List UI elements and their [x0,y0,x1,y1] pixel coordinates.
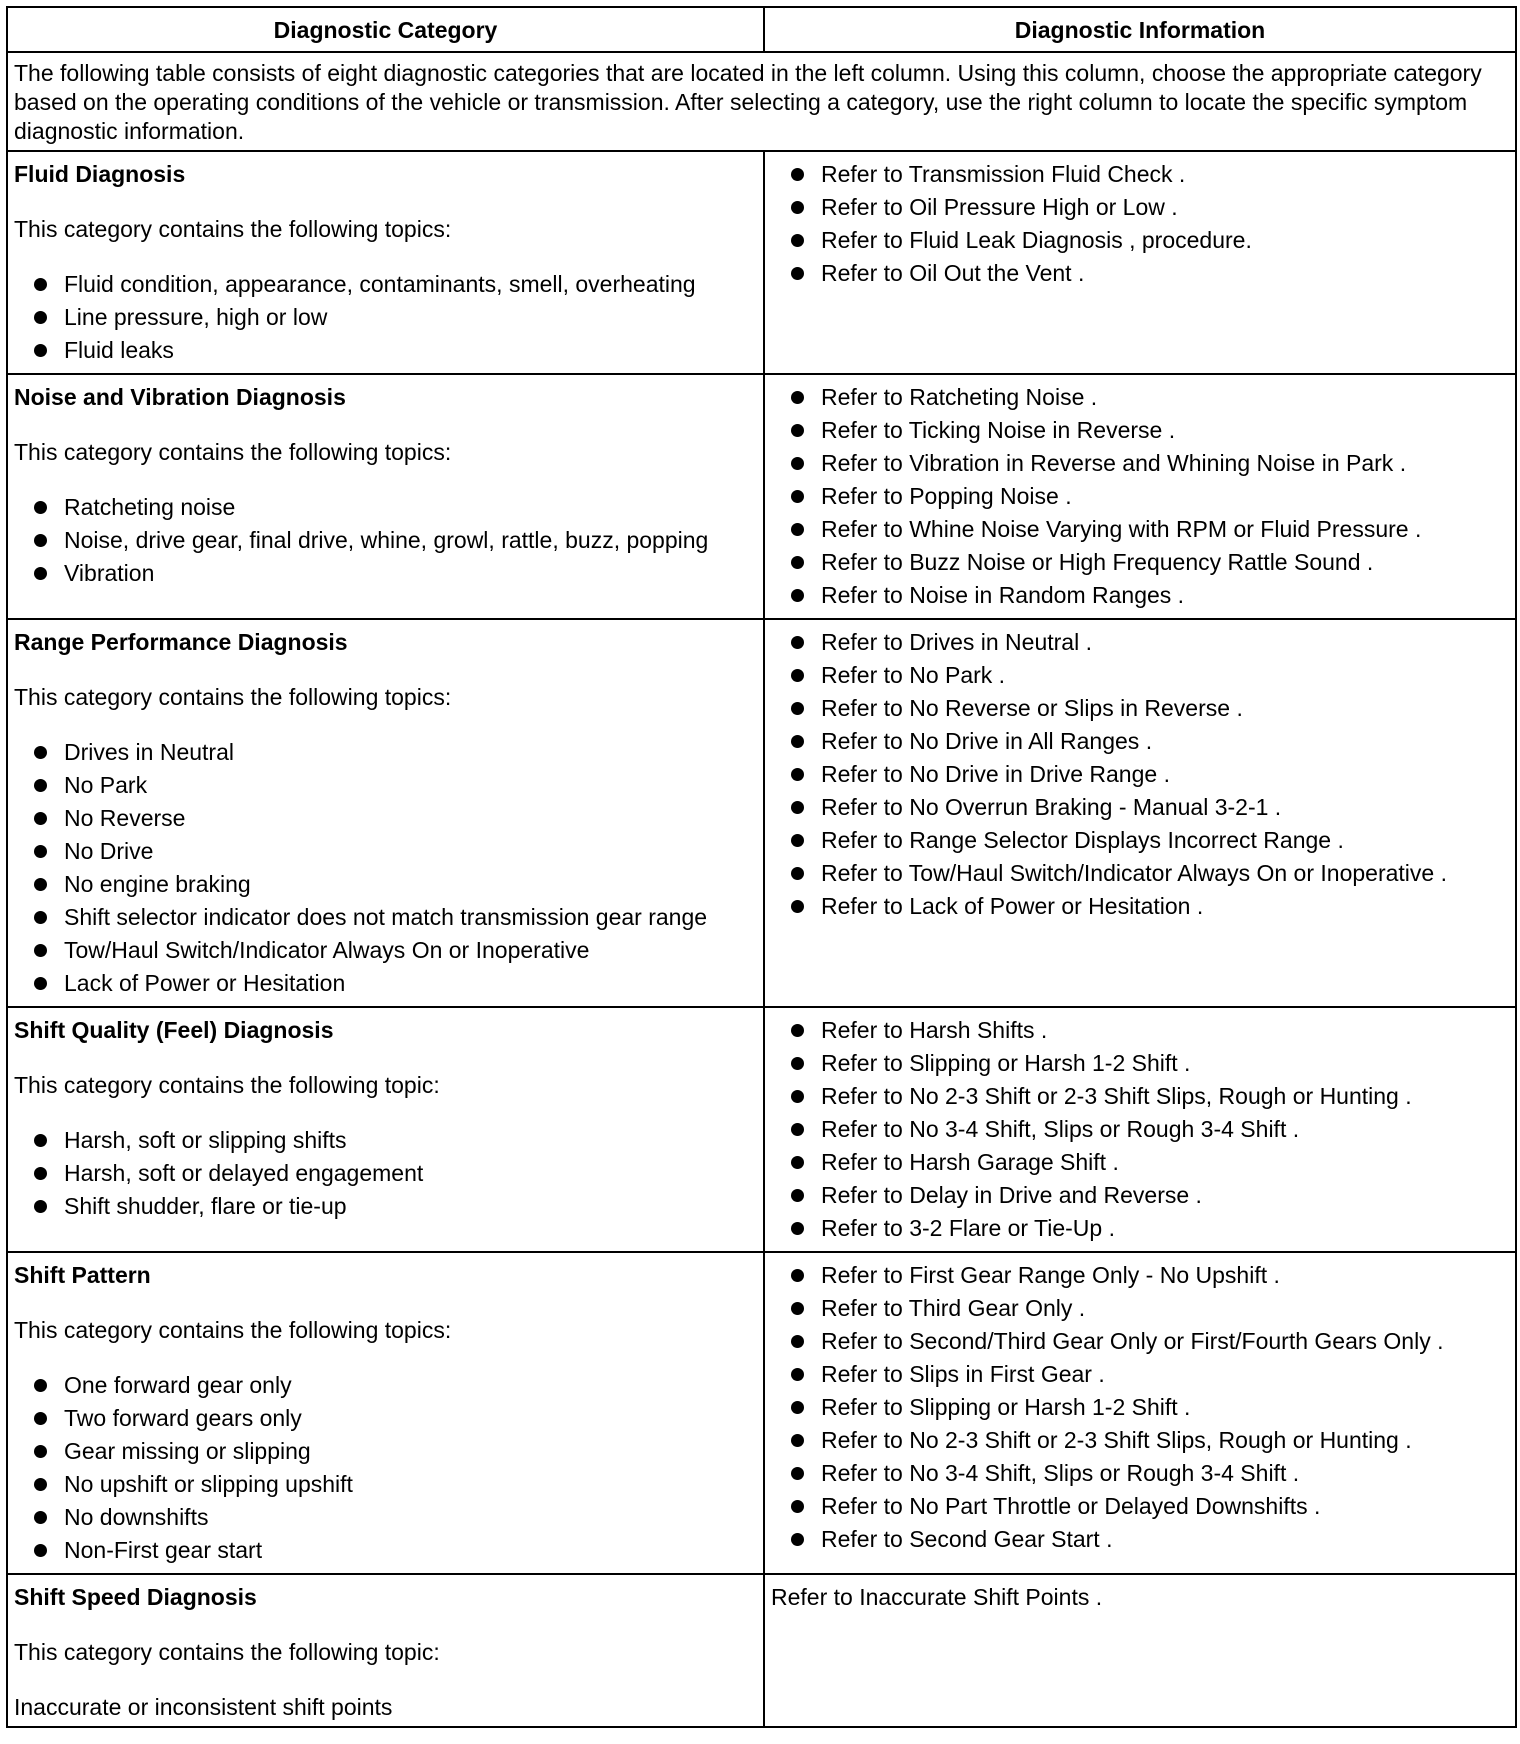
bullet-icon [791,1533,804,1546]
information-cell [764,1007,1516,1252]
bullet-icon [34,1167,47,1180]
bullet-icon [791,556,804,569]
topic-text: No Reverse [64,805,186,831]
reference-link[interactable]: Refer to Drives in Neutral . [821,629,1092,655]
bullet-icon [791,201,804,214]
topic-text: Two forward gears only [64,1405,302,1431]
category-cell [7,374,764,619]
bullet-icon [791,1090,804,1103]
topic-text: One forward gear only [64,1372,292,1398]
header-diagnostic-information: Diagnostic Information [764,7,1516,52]
topic-item [14,837,757,866]
intro-text: The following table consists of eight diagnostic categories that are located in the left column. Using this column, choose the appropriate category based on the operating conditions of the vehicle or transmission. After selecting a category, use the right column to locate the specific symptom diagnostic information. [7,52,1516,151]
topic-item [14,1536,757,1565]
bullet-icon [791,267,804,280]
reference-link[interactable]: Refer to Oil Pressure High or Low . [821,194,1178,220]
reference-item[interactable] [771,581,1509,610]
bullet-icon [791,1500,804,1513]
reference-link[interactable]: Refer to Oil Out the Vent . [821,260,1085,286]
reference-link[interactable]: Refer to No 3-4 Shift, Slips or Rough 3-4 Shift . [821,1116,1300,1142]
reference-link[interactable]: Refer to Lack of Power or Hesitation . [821,893,1204,919]
bullet-icon [791,834,804,847]
reference-link[interactable]: Refer to Whine Noise Varying with RPM or Fluid Pressure . [821,516,1422,542]
reference-link[interactable]: Refer to No Reverse or Slips in Reverse . [821,695,1243,721]
diagnostic-table [6,6,1517,1728]
topic-item [14,559,757,588]
topic-text: Line pressure, high or low [64,304,328,330]
bullet-icon [791,1467,804,1480]
topic-item [14,493,757,522]
reference-item[interactable] [771,548,1509,577]
information-cell [764,619,1516,1007]
topic-text: Harsh, soft or slipping shifts [64,1127,347,1153]
reference-link[interactable]: Refer to Third Gear Only . [821,1295,1086,1321]
bullet-icon [34,311,47,324]
bullet-icon [791,490,804,503]
topic-item [14,336,757,365]
bullet-icon [34,1134,47,1147]
bullet-icon [34,1511,47,1524]
page [6,6,1515,1728]
topic-text: Fluid condition, appearance, contaminants, smell, overheating [64,271,696,297]
reference-list [771,1016,1509,1243]
bullet-icon [34,878,47,891]
bullet-icon [791,1024,804,1037]
reference-link[interactable]: Refer to Tow/Haul Switch/Indicator Always On or Inoperative . [821,860,1447,886]
information-cell [764,374,1516,619]
reference-item[interactable] [771,1115,1509,1144]
reference-link[interactable]: Refer to 3-2 Flare or Tie-Up . [821,1215,1115,1241]
reference-item[interactable] [771,1148,1509,1177]
topic-text: Vibration [64,560,155,586]
category-intro: This category contains the following topics: [14,439,452,465]
bullet-icon [34,812,47,825]
reference-link[interactable]: Refer to Slipping or Harsh 1-2 Shift . [821,1050,1191,1076]
bullet-icon [791,1401,804,1414]
reference-item[interactable] [771,1181,1509,1210]
bullet-icon [791,1189,804,1202]
information-cell [764,151,1516,374]
bullet-icon [791,424,804,437]
reference-list [771,628,1509,921]
reference-item[interactable] [771,1082,1509,1111]
topic-item [14,526,757,555]
information-cell [764,1574,1516,1727]
reference-link[interactable]: Refer to No 2-3 Shift or 2-3 Shift Slips, Rough or Hunting . [821,1083,1412,1109]
reference-link[interactable]: Refer to Second Gear Start . [821,1526,1113,1552]
topic-text: Fluid leaks [64,337,174,363]
reference-item[interactable] [771,449,1509,478]
reference-link[interactable]: Refer to Noise in Random Ranges . [821,582,1185,608]
reference-item[interactable] [771,859,1509,888]
reference-link[interactable]: Refer to Slipping or Harsh 1-2 Shift . [821,1394,1191,1420]
reference-link[interactable]: Refer to No 3-4 Shift, Slips or Rough 3-4 Shift . [821,1460,1300,1486]
reference-link[interactable]: Refer to Fluid Leak Diagnosis , procedure. [821,227,1252,253]
bullet-icon [34,501,47,514]
header-row [7,7,1516,52]
category-cell [7,1574,764,1727]
reference-link[interactable]: Refer to Vibration in Reverse and Whining Noise in Park . [821,450,1407,476]
topic-text: No engine braking [64,871,251,897]
reference-link[interactable]: Refer to Range Selector Displays Incorrect Range . [821,827,1344,853]
bullet-icon [791,234,804,247]
bullet-icon [791,702,804,715]
topic-item [14,1371,757,1400]
reference-item[interactable] [771,628,1509,657]
header-diagnostic-category: Diagnostic Category [7,7,764,52]
reference-item[interactable] [771,1360,1509,1389]
topic-item [14,1470,757,1499]
reference-link[interactable]: Refer to Second/Third Gear Only or First/Fourth Gears Only . [821,1328,1444,1354]
reference-list [771,1261,1509,1554]
topic-text: No Drive [64,838,154,864]
reference-link[interactable]: Refer to No 2-3 Shift or 2-3 Shift Slips, Rough or Hunting . [821,1427,1412,1453]
reference-item[interactable] [771,1327,1509,1356]
bullet-icon [34,911,47,924]
topic-item [14,969,757,998]
information-cell [764,1252,1516,1574]
topic-item [14,1437,757,1466]
reference-link[interactable]: Refer to Popping Noise . [821,483,1072,509]
topic-text: Lack of Power or Hesitation [64,970,346,996]
bullet-icon [34,1412,47,1425]
category-intro: This category contains the following topics: [14,216,452,242]
topic-text: Shift shudder, flare or tie-up [64,1193,347,1219]
reference-link[interactable]: Refer to First Gear Range Only - No Upshift . [821,1262,1280,1288]
bullet-icon [791,1156,804,1169]
bullet-icon [791,1335,804,1348]
bullet-icon [34,1200,47,1213]
reference-link[interactable]: Refer to No Part Throttle or Delayed Downshifts . [821,1493,1321,1519]
category-row [7,1574,1516,1727]
reference-item[interactable] [771,1214,1509,1243]
bullet-icon [34,845,47,858]
bullet-icon [34,1379,47,1392]
category-cell [7,1007,764,1252]
bullet-icon [34,1544,47,1557]
reference-item[interactable] [771,1459,1509,1488]
reference-list [771,160,1509,288]
topic-text: Inaccurate or inconsistent shift points [14,1694,393,1720]
bullet-icon [791,457,804,470]
reference-link[interactable]: Refer to No Park . [821,662,1006,688]
topic-text: Noise, drive gear, final drive, whine, growl, rattle, buzz, popping [64,527,709,553]
topic-text: Shift selector indicator does not match transmission gear range [64,904,708,930]
bullet-icon [791,589,804,602]
topic-list [14,1126,757,1221]
bullet-icon [34,977,47,990]
topic-text: Drives in Neutral [64,739,234,765]
topic-item [14,1126,757,1155]
topic-item [14,804,757,833]
bullet-icon [34,944,47,957]
category-title: Noise and Vibration Diagnosis [14,384,346,410]
bullet-icon [791,1269,804,1282]
topic-item [14,936,757,965]
reference-item[interactable] [771,383,1509,412]
bullet-icon [34,1478,47,1491]
bullet-icon [791,1368,804,1381]
bullet-icon [791,1222,804,1235]
category-intro: This category contains the following topic: [14,1072,440,1098]
topic-text: Non-First gear start [64,1537,263,1563]
topic-text: No downshifts [64,1504,209,1530]
topic-list [14,270,757,365]
bullet-icon [791,636,804,649]
reference-link[interactable]: Refer to Slips in First Gear . [821,1361,1105,1387]
category-cell [7,1252,764,1574]
topic-text: Harsh, soft or delayed engagement [64,1160,424,1186]
category-row [7,1007,1516,1252]
category-title: Fluid Diagnosis [14,161,186,187]
reference-item[interactable] [771,727,1509,756]
reference-link[interactable]: Refer to Harsh Garage Shift . [821,1149,1119,1175]
reference-item[interactable] [771,482,1509,511]
reference-item[interactable] [771,694,1509,723]
bullet-icon [791,768,804,781]
bullet-icon [791,1057,804,1070]
category-cell [7,151,764,374]
bullet-icon [34,1445,47,1458]
reference-link[interactable]: Refer to No Overrun Braking - Manual 3-2-1 . [821,794,1282,820]
reference-item[interactable] [771,661,1509,690]
reference-item[interactable] [771,1049,1509,1078]
reference-link[interactable]: Refer to No Drive in Drive Range . [821,761,1170,787]
bullet-icon [34,779,47,792]
category-title: Shift Speed Diagnosis [14,1584,257,1610]
bullet-icon [791,391,804,404]
category-intro: This category contains the following topic: [14,1639,440,1665]
topic-item [14,1503,757,1532]
reference-link[interactable]: Refer to Inaccurate Shift Points . [771,1584,1103,1610]
category-row [7,619,1516,1007]
reference-item[interactable] [771,193,1509,222]
topic-list [14,493,757,588]
reference-item[interactable] [771,826,1509,855]
bullet-icon [791,669,804,682]
bullet-icon [791,1302,804,1315]
bullet-icon [791,900,804,913]
topic-item [14,303,757,332]
topic-item [14,903,757,932]
topic-list [14,738,757,998]
category-title: Shift Pattern [14,1262,151,1288]
topic-item [14,270,757,299]
reference-link[interactable]: Refer to Harsh Shifts . [821,1017,1048,1043]
bullet-icon [791,735,804,748]
reference-item[interactable] [771,892,1509,921]
reference-item[interactable] [771,259,1509,288]
reference-item[interactable] [771,1261,1509,1290]
category-intro: This category contains the following topics: [14,684,452,710]
reference-item[interactable] [771,1525,1509,1554]
reference-link[interactable]: Refer to No Drive in All Ranges . [821,728,1153,754]
topic-text: No upshift or slipping upshift [64,1471,353,1497]
topic-item [14,870,757,899]
category-row [7,151,1516,374]
reference-link[interactable]: Refer to Ticking Noise in Reverse . [821,417,1176,443]
category-row [7,374,1516,619]
category-row [7,1252,1516,1574]
topic-item [14,1159,757,1188]
topic-item [14,1192,757,1221]
reference-list [771,383,1509,610]
reference-item[interactable] [771,416,1509,445]
reference-item[interactable] [771,1426,1509,1455]
topic-list [14,1371,757,1565]
bullet-icon [791,168,804,181]
bullet-icon [34,746,47,759]
reference-item[interactable] [771,515,1509,544]
reference-item[interactable] [771,160,1509,189]
bullet-icon [34,344,47,357]
reference-link[interactable]: Refer to Buzz Noise or High Frequency Rattle Sound . [821,549,1374,575]
bullet-icon [791,1434,804,1447]
bullet-icon [34,534,47,547]
topic-text: Tow/Haul Switch/Indicator Always On or Inoperative [64,937,590,963]
reference-link[interactable]: Refer to Ratcheting Noise . [821,384,1098,410]
reference-item[interactable] [771,793,1509,822]
category-cell [7,619,764,1007]
topic-text: Gear missing or slipping [64,1438,311,1464]
topic-item [14,738,757,767]
category-intro: This category contains the following topics: [14,1317,452,1343]
topic-text: Ratcheting noise [64,494,236,520]
topic-text: No Park [64,772,148,798]
reference-item[interactable] [771,1393,1509,1422]
category-title: Shift Quality (Feel) Diagnosis [14,1017,334,1043]
reference-link[interactable]: Refer to Delay in Drive and Reverse . [821,1182,1202,1208]
bullet-icon [791,801,804,814]
reference-item[interactable] [771,1294,1509,1323]
category-title: Range Performance Diagnosis [14,629,348,655]
reference-item[interactable] [771,1016,1509,1045]
bullet-icon [34,567,47,580]
bullet-icon [791,867,804,880]
intro-row [7,52,1516,151]
bullet-icon [34,278,47,291]
bullet-icon [791,1123,804,1136]
topic-item [14,1404,757,1433]
reference-item[interactable] [771,760,1509,789]
reference-item[interactable] [771,226,1509,255]
bullet-icon [791,523,804,536]
topic-item [14,771,757,800]
reference-item[interactable] [771,1492,1509,1521]
reference-link[interactable]: Refer to Transmission Fluid Check . [821,161,1186,187]
